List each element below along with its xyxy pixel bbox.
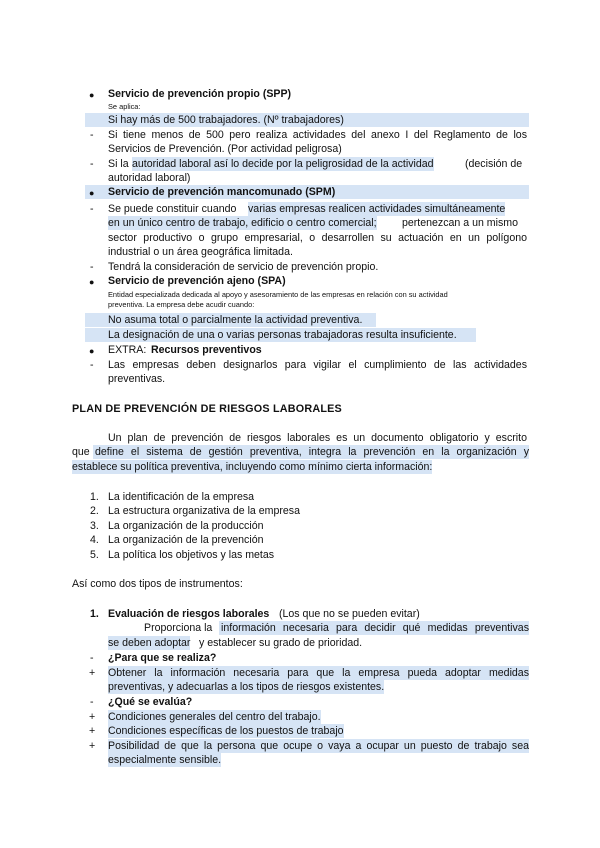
plan-list-item: La política los objetivos y las metas xyxy=(108,549,275,561)
plan-para-1: Un plan de prevención de riesgos laborales es un documento obligatorio y escrito xyxy=(108,432,527,444)
bullet-marker: ● xyxy=(89,90,95,100)
eval-title: Evaluación de riesgos laborales xyxy=(108,608,270,620)
spp-item-3c: (decisión de xyxy=(465,158,523,170)
spa-desc-1: Entidad especializada dedicada al apoyo y asesoramiento de las empresas en relación con su actividad xyxy=(108,290,448,299)
eval-a2-2: Condiciones específicas de los puestos de trabajo xyxy=(108,725,344,737)
plan-list-item: La estructura organizativa de la empresa xyxy=(108,505,300,517)
plan-para-2a: que xyxy=(72,446,90,458)
eval-q2: ¿Qué se evalúa? xyxy=(108,696,193,708)
spa-title: Servicio de prevención ajeno (SPA) xyxy=(108,275,286,287)
instruments-text: Así como dos tipos de instrumentos: xyxy=(72,578,243,590)
plan-list-item: La organización de la prevención xyxy=(108,534,264,546)
spa-item-2: La designación de una o varias personas trabajadoras resulta insuficiente. xyxy=(85,328,476,342)
spp-item-2: Si tiene menos de 500 pero realiza actividades del anexo I del Reglamento de los xyxy=(108,129,527,141)
plus-marker: + xyxy=(89,740,96,752)
extra-line-2: preventivas. xyxy=(108,373,166,385)
eval-line-1a: Proporciona la xyxy=(144,622,213,634)
dash-marker: - xyxy=(90,261,94,273)
dash-marker: - xyxy=(90,359,94,371)
plan-list-item: La organización de la producción xyxy=(108,520,264,532)
plan-para-3: establece su política preventiva, incluyendo como mínimo cierta información: xyxy=(72,461,433,473)
eval-a2-1: Condiciones generales del centro del trabajo. xyxy=(108,711,321,723)
spp-title: Servicio de prevención propio (SPP) xyxy=(108,88,292,100)
list-number: 4. xyxy=(90,534,99,546)
plan-heading: PLAN DE PREVENCIÓN DE RIESGOS LABORALES xyxy=(72,403,342,415)
spm-line-5: Tendrá la consideración de servicio de prevención propio. xyxy=(108,261,379,273)
eval-line-2a: se deben adoptar xyxy=(108,637,191,649)
spm-line-4: industrial o un área geográfica limitada. xyxy=(108,246,293,258)
bullet-marker: ● xyxy=(89,188,95,198)
bullet-marker: ● xyxy=(89,277,95,287)
spa-desc-2: preventiva. La empresa debe acudir cuando: xyxy=(108,300,255,309)
plan-para-2b: define el sistema de gestión preventiva, integra la prevención en la organización y xyxy=(95,446,529,458)
eval-a2-3: Posibilidad de que la persona que ocupe o vaya a ocupar un puesto de trabajo sea xyxy=(108,740,529,752)
dash-marker: - xyxy=(90,696,94,708)
dash-marker: - xyxy=(90,203,94,215)
spm-line-1b: varias empresas realicen actividades simultáneamente xyxy=(248,203,506,215)
dash-marker: - xyxy=(90,129,94,141)
extra-prefix: EXTRA: xyxy=(108,344,147,356)
extra-line-1: Las empresas deben designarlos para vigilar el cumplimiento de las actividades xyxy=(108,359,527,371)
plus-marker: + xyxy=(89,725,96,737)
spp-item-2b: Servicios de Prevención. (Por actividad peligrosa) xyxy=(108,143,342,155)
spm-line-3: sector productivo o grupo empresarial, o desarrollen su actuación en un polígono xyxy=(108,232,527,244)
eval-title-note: (Los que no se pueden evitar) xyxy=(279,608,420,620)
spm-line-2b: pertenezcan a un mismo xyxy=(402,217,519,229)
eval-line-2b: y establecer su grado de prioridad. xyxy=(199,637,363,649)
list-number: 3. xyxy=(90,520,99,532)
eval-a1-1: Obtener la información necesaria para que la empresa pueda adoptar medidas xyxy=(108,667,529,679)
eval-a1-2: preventivas, y adecuarlas a los tipos de riesgos existentes. xyxy=(108,681,385,693)
eval-line-1b: información necesaria para decidir qué medidas preventivas xyxy=(221,622,529,634)
spp-applies: Se aplica: xyxy=(108,102,141,111)
spp-item-3a: Si la xyxy=(108,158,129,170)
plus-marker: + xyxy=(89,711,96,723)
plus-marker: + xyxy=(89,667,96,679)
list-number: 1. xyxy=(90,491,99,503)
spa-item-1: No asuma total o parcialmente la actividad preventiva. xyxy=(85,313,376,327)
bullet-marker: ● xyxy=(89,346,95,356)
spm-title: Servicio de prevención mancomunado (SPM) xyxy=(108,186,336,198)
plan-list-item: La identificación de la empresa xyxy=(108,491,255,503)
eval-number: 1. xyxy=(90,608,99,620)
spp-item-3d: autoridad laboral) xyxy=(108,172,191,184)
spm-line-1a: Se puede constituir cuando xyxy=(108,203,237,215)
spm-line-2a: en un único centro de trabajo, edificio o centro comercial; xyxy=(108,217,377,229)
list-number: 5. xyxy=(90,549,99,561)
spp-item-3b: autoridad laboral así lo decide por la peligrosidad de la actividad xyxy=(132,158,434,170)
eval-a2-4: especialmente sensible. xyxy=(108,754,222,766)
spp-item-1: Si hay más de 500 trabajadores. (Nº trabajadores) xyxy=(85,113,529,127)
eval-q1: ¿Para que se realiza? xyxy=(108,652,217,664)
list-number: 2. xyxy=(90,505,99,517)
dash-marker: - xyxy=(90,652,94,664)
extra-title: Recursos preventivos xyxy=(151,344,262,356)
dash-marker: - xyxy=(90,158,94,170)
